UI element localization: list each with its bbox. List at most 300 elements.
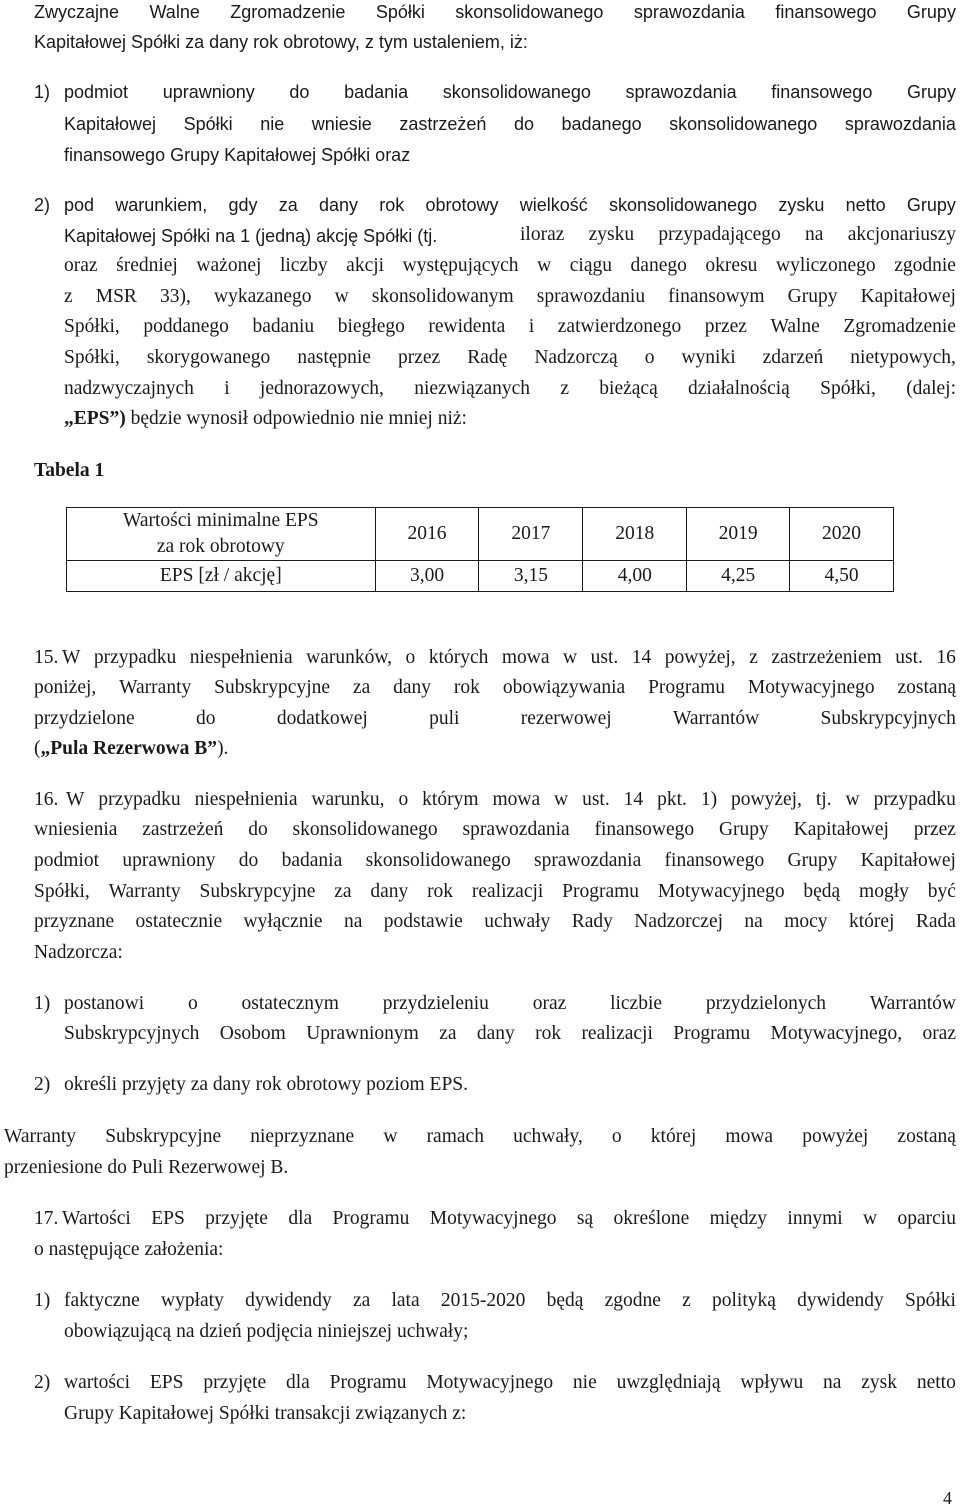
word: badaniu — [252, 316, 315, 337]
word: Subskrypcyjne — [214, 677, 331, 698]
p17-item1-line-1 — [64, 1289, 956, 1313]
word: w — [554, 789, 569, 810]
word: sprawozdania — [534, 850, 642, 871]
word: nadzwyczajnych — [64, 378, 194, 399]
word: za — [352, 1290, 371, 1311]
word: Grupy — [787, 286, 838, 307]
word: za — [278, 195, 298, 215]
word: Spółki, — [64, 347, 120, 368]
table-caption: Tabela 1 — [34, 460, 105, 481]
word: mowa — [501, 647, 550, 668]
word: rezerwowej — [520, 708, 612, 729]
word: niespełnienia — [194, 789, 298, 810]
p15-line-3 — [34, 707, 956, 731]
word: Grupy — [906, 195, 956, 215]
word: w — [845, 789, 860, 810]
p17-item1-number: 1) — [34, 1290, 51, 1311]
word: wyłącznie — [243, 911, 323, 932]
word: Subskrypcyjnych — [820, 708, 956, 729]
intro-line-2: Kapitałowej Spółki za dany rok obrotowy, z tym ustaleniem, iż: — [34, 32, 528, 52]
word: o — [405, 647, 416, 668]
word: Motywacyjnego — [657, 881, 785, 902]
year-cell: 2017 — [479, 508, 583, 561]
word: i — [528, 316, 535, 337]
p16-number: 16. — [34, 789, 59, 810]
word: za — [352, 677, 371, 698]
word: EPS — [151, 1208, 185, 1229]
word: z — [64, 286, 73, 307]
word: ust. — [582, 789, 610, 810]
word: przez — [704, 316, 747, 337]
word: w — [334, 286, 349, 307]
word: zastrzeżeniem — [771, 647, 882, 668]
word: Grupy — [718, 819, 769, 840]
word: podmiot — [34, 850, 100, 871]
word: Osobom — [219, 1023, 286, 1044]
cond1-line-2 — [64, 112, 956, 136]
word: przypadku — [873, 789, 956, 810]
word: których — [428, 647, 489, 668]
word: ust. — [590, 647, 619, 668]
eps-value-cell: 4,00 — [583, 561, 687, 592]
word: uprawniony — [162, 82, 255, 102]
word: Programu — [562, 881, 640, 902]
p17-item2-line-1 — [64, 1371, 956, 1395]
word: faktyczne — [64, 1290, 140, 1311]
cond1-number: 1) — [34, 82, 51, 102]
word: Motywacyjnego, — [770, 1023, 903, 1044]
word: dany — [393, 677, 432, 698]
word: Grupy — [906, 2, 956, 22]
eps-definition: „EPS”) — [64, 408, 126, 429]
word: do — [289, 82, 310, 102]
eps-value-cell: 4,50 — [790, 561, 894, 592]
word: poddanego — [143, 316, 229, 337]
word: podmiot — [64, 82, 129, 102]
word: 14 — [631, 647, 652, 668]
word: występujących — [402, 255, 519, 276]
word: skonsolidowanego — [442, 82, 591, 102]
p16-item1-line-2 — [64, 1022, 956, 1046]
word: określone — [613, 1208, 690, 1229]
p17-item2-number: 2) — [34, 1372, 51, 1393]
word: warunku, — [311, 789, 385, 810]
word: dany — [319, 195, 359, 215]
word: i — [224, 378, 230, 399]
word: przypadającego — [658, 224, 781, 245]
word: wielkość — [519, 195, 588, 215]
word: 1) — [700, 789, 718, 810]
word: wpływu — [740, 1372, 804, 1393]
word: innymi — [787, 1208, 843, 1229]
word: przypadku — [93, 647, 177, 668]
word: iloraz — [520, 224, 565, 245]
word: 14 — [623, 789, 644, 810]
word: wniesie — [311, 114, 372, 134]
word: 33), — [160, 286, 191, 307]
word: Uprawnionym — [306, 1023, 419, 1044]
word: tj. — [815, 789, 832, 810]
word: następnie — [297, 347, 371, 368]
p17-line-2: o następujące założenia: — [34, 1239, 224, 1260]
year-cell: 2020 — [790, 508, 894, 561]
word: dla — [288, 1208, 313, 1229]
row-label: EPS [zł / akcję] — [67, 561, 376, 592]
word: Motywacyjnego — [426, 1372, 554, 1393]
word: powyżej, — [731, 789, 802, 810]
word: nieprzyznane — [250, 1126, 355, 1147]
word: wykazanego — [214, 286, 312, 307]
word: zysku — [778, 195, 825, 215]
word: Walne — [770, 316, 820, 337]
word: dodatkowej — [276, 708, 368, 729]
word: do — [196, 708, 216, 729]
table-header-label: Wartości minimalne EPS za rok obrotowy — [67, 508, 376, 561]
word: nie — [260, 114, 285, 134]
word: liczbie — [610, 993, 663, 1014]
year-cell: 2018 — [583, 508, 687, 561]
word: skonsolidowanym — [371, 286, 514, 307]
word: powyżej, — [664, 647, 736, 668]
word: zatwierdzonego — [557, 316, 682, 337]
word: przypadku — [98, 789, 181, 810]
word: Zwyczajne — [34, 2, 120, 22]
word: mowa — [725, 1126, 774, 1147]
word: uwzględniają — [616, 1372, 721, 1393]
word: 2015-2020 — [440, 1290, 526, 1311]
word: między — [709, 1208, 768, 1229]
word: powyżej — [802, 1126, 869, 1147]
word: ostatecznie — [135, 911, 223, 932]
intro-line-1 — [34, 0, 956, 24]
word: na — [343, 911, 363, 932]
word: Subskrypcyjne — [105, 1126, 222, 1147]
word: akcji — [346, 255, 385, 276]
word: przydzielone — [34, 708, 135, 729]
word: mowa — [492, 789, 541, 810]
word: będą — [803, 881, 841, 902]
word: zdarzeń — [762, 347, 824, 368]
word: dla — [285, 1372, 310, 1393]
p16-line-3 — [34, 849, 956, 873]
word: Warrantów — [673, 708, 760, 729]
word: uchwały, — [513, 1126, 583, 1147]
word: gdy — [228, 195, 258, 215]
word: do — [513, 114, 534, 134]
cond2-number: 2) — [34, 195, 51, 215]
word: przydzieleniu — [382, 993, 489, 1014]
word: Programu — [329, 1372, 407, 1393]
eps-value-cell: 3,00 — [375, 561, 479, 592]
word: Warrantów — [869, 993, 956, 1014]
word: Zgromadzenie — [843, 316, 956, 337]
word: Wartości — [62, 1208, 131, 1229]
word: okresu — [705, 255, 758, 276]
word: z — [682, 1290, 691, 1311]
word: obrotowy — [425, 195, 499, 215]
word: netto — [845, 195, 886, 215]
word: Kapitałowej — [860, 850, 956, 871]
word: Spółki, — [820, 378, 876, 399]
word: pod — [64, 195, 95, 215]
p16-item1-line-1 — [64, 992, 956, 1016]
pula-rezerwowa-b: „Pula Rezerwowa B” — [40, 738, 218, 759]
cond2-line-6 — [64, 346, 956, 370]
word: warunkiem, — [115, 195, 208, 215]
word: którym — [422, 789, 479, 810]
word: zysk — [861, 1372, 898, 1393]
word: rok — [379, 195, 405, 215]
word: puli — [429, 708, 460, 729]
eps-table — [66, 507, 894, 592]
word: Nadzorczej — [634, 911, 724, 932]
word: 16 — [936, 647, 956, 668]
p15-line-4: („Pula Rezerwowa B”). — [34, 738, 229, 759]
word: sprawozdania — [462, 819, 570, 840]
word: danego — [630, 255, 687, 276]
word: Kapitałowej — [793, 819, 889, 840]
p17-line-1 — [62, 1207, 956, 1231]
eps-value-cell: 4,25 — [687, 561, 790, 592]
word: przydzielonych — [705, 993, 827, 1014]
word: Warranty — [119, 677, 192, 698]
word: Rady — [571, 911, 613, 932]
word: rok — [535, 1023, 562, 1044]
word: są — [576, 1208, 594, 1229]
p16-line-2 — [34, 818, 956, 842]
cond2-line-1 — [64, 193, 956, 217]
word: skonsolidowanego — [292, 819, 438, 840]
word: Radę — [467, 347, 508, 368]
word: w — [537, 255, 552, 276]
word: ust. — [895, 647, 923, 668]
word: Spółki — [375, 2, 425, 22]
word: oraz — [922, 1023, 956, 1044]
table-row — [67, 561, 894, 592]
word: finansowym — [668, 286, 765, 307]
word: sprawozdaniu — [536, 286, 646, 307]
word: zgodne — [604, 1290, 661, 1311]
word: działalnością — [688, 378, 790, 399]
word: w — [563, 647, 578, 668]
page-number: 4 — [943, 1488, 952, 1508]
word: z — [560, 378, 569, 399]
word: skonsolidowanego — [669, 114, 818, 134]
word: niezwiązanych — [414, 378, 531, 399]
year-cell: 2019 — [687, 508, 790, 561]
word: za — [439, 1023, 457, 1044]
p16-item2-line-1: określi przyjęty za dany rok obrotowy poziom EPS. — [64, 1074, 469, 1095]
word: zastrzeżeń — [399, 114, 487, 134]
word: netto — [916, 1372, 956, 1393]
word: Warranty — [108, 881, 181, 902]
word: finansowego — [775, 2, 877, 22]
word: o — [611, 1126, 622, 1147]
cond2-line-2a: Kapitałowej Spółki na 1 (jedną) akcję Spółki (tj. — [64, 226, 438, 246]
word: Motywacyjnego — [429, 1208, 557, 1229]
word: realizacji — [471, 881, 544, 902]
word: akcjonariuszy — [847, 224, 956, 245]
word: uchwały — [484, 911, 551, 932]
word: dany — [476, 1023, 515, 1044]
cond2-line-3 — [64, 254, 956, 278]
word: finansowego — [664, 850, 765, 871]
word: ważonej — [196, 255, 262, 276]
word: mogły — [859, 881, 909, 902]
word: bieżącą — [599, 378, 658, 399]
word: oraz — [64, 255, 98, 276]
p16-line-4 — [34, 880, 956, 904]
word: Nadzorczą — [534, 347, 618, 368]
word: dany — [370, 881, 409, 902]
p16-tail-line-2: przeniesione do Puli Rezerwowej B. — [4, 1157, 289, 1178]
word: poniżej, — [34, 677, 97, 698]
p16-item2-number: 2) — [34, 1074, 51, 1095]
p16-tail-line-1 — [4, 1125, 956, 1149]
word: sprawozdania — [844, 114, 956, 134]
word: przyznane — [34, 911, 115, 932]
word: dywidendy — [245, 1290, 332, 1311]
word: o — [187, 993, 198, 1014]
word: zastrzeżeń — [142, 819, 224, 840]
word: o — [398, 789, 409, 810]
word: z — [749, 647, 758, 668]
word: oparciu — [897, 1208, 956, 1229]
word: zysku — [588, 224, 635, 245]
eps-value-cell: 3,15 — [479, 561, 583, 592]
table-header-row — [67, 508, 894, 561]
word: Kapitałowej — [860, 286, 956, 307]
word: MSR — [95, 286, 137, 307]
word: uprawniony — [122, 850, 216, 871]
word: sprawozdania — [625, 82, 737, 102]
word: ostatecznym — [241, 993, 339, 1014]
word: Programu — [673, 1023, 751, 1044]
p15-number: 15. — [34, 647, 59, 668]
word: zgodnie — [894, 255, 956, 276]
cond2-line-4 — [64, 285, 956, 309]
word: W — [62, 647, 81, 668]
word: skonsolidowanego — [365, 850, 511, 871]
word: niespełnienia — [189, 647, 293, 668]
word: oraz — [532, 993, 567, 1014]
cond2-line-7 — [64, 377, 956, 401]
year-cell: 2016 — [375, 508, 479, 561]
p17-item1-line-2: obowiązującą na dzień podjęcia niniejszej uchwały; — [64, 1321, 469, 1342]
word: wyliczonego — [775, 255, 876, 276]
p16-line-1 — [66, 788, 956, 812]
cond2-line-5 — [64, 315, 956, 339]
word: postanowi — [64, 993, 145, 1014]
word: Programu — [332, 1208, 410, 1229]
word: Walne — [149, 2, 200, 22]
cond2-line-8 — [64, 407, 467, 431]
word: na — [823, 1372, 842, 1393]
cond2-line-8-rest: będzie wynosił odpowiednio nie mniej niż: — [125, 408, 467, 429]
word: której — [848, 911, 895, 932]
word: wypłaty — [161, 1290, 224, 1311]
word: biegłego — [337, 316, 405, 337]
word: skonsolidowanego — [609, 195, 758, 215]
word: skorygowanego — [146, 347, 271, 368]
word: przez — [913, 819, 956, 840]
word: jednorazowych, — [259, 378, 384, 399]
word: Kapitałowej — [64, 114, 157, 134]
word: zostaną — [897, 677, 956, 698]
word: Zgromadzenie — [230, 2, 346, 22]
p17-number: 17. — [34, 1208, 59, 1229]
p16-line-6: Nadzorcza: — [34, 942, 123, 963]
word: w — [383, 1126, 398, 1147]
word: ciągu — [569, 255, 612, 276]
word: W — [66, 789, 85, 810]
word: obowiązywania — [502, 677, 626, 698]
cond1-line-1 — [64, 80, 956, 104]
word: wyniki — [681, 347, 736, 368]
word: nietypowych, — [850, 347, 956, 368]
word: finansowego — [771, 82, 873, 102]
cond1-line-3: finansowego Grupy Kapitałowej Spółki oraz — [64, 145, 411, 165]
word: o — [644, 347, 655, 368]
word: Spółki, — [34, 881, 90, 902]
word: EPS — [149, 1372, 184, 1393]
word: badania — [281, 850, 343, 871]
word: Grupy — [906, 82, 956, 102]
word: podstawie — [383, 911, 463, 932]
word: Grupy — [787, 850, 838, 871]
word: badania — [344, 82, 409, 102]
word: być — [927, 881, 956, 902]
word: będą — [546, 1290, 584, 1311]
word: pkt. — [657, 789, 687, 810]
word: (dalej: — [906, 378, 956, 399]
word: na — [805, 224, 824, 245]
word: warunków, — [306, 647, 393, 668]
word: przyjęte — [205, 1208, 268, 1229]
word: mocy — [784, 911, 828, 932]
word: której — [650, 1126, 697, 1147]
p17-item2-line-2: Grupy Kapitałowej Spółki transakcji związanych z: — [64, 1403, 467, 1424]
word: średniej — [116, 255, 178, 276]
word: rok — [427, 881, 454, 902]
word: rok — [453, 677, 480, 698]
word: Spółki — [905, 1290, 956, 1311]
word: Spółki, — [64, 316, 120, 337]
word: nie — [572, 1372, 597, 1393]
word: sprawozdania — [633, 2, 745, 22]
word: Warranty — [4, 1126, 77, 1147]
p16-item1-number: 1) — [34, 993, 51, 1014]
word: na — [744, 911, 763, 932]
word: rewidenta — [428, 316, 506, 337]
word: liczby — [279, 255, 328, 276]
word: Rada — [915, 911, 956, 932]
word: Motywacyjnego — [747, 677, 875, 698]
word: Subskrypcyjnych — [64, 1023, 200, 1044]
word: polityką — [712, 1290, 776, 1311]
word: w — [863, 1208, 878, 1229]
word: dywidendy — [797, 1290, 884, 1311]
word: zostaną — [897, 1126, 956, 1147]
word: badanego — [561, 114, 642, 134]
p16-line-5 — [34, 910, 956, 934]
word: skonsolidowanego — [455, 2, 604, 22]
word: przyjęte — [203, 1372, 267, 1393]
word: Subskrypcyjne — [199, 881, 316, 902]
word: wniesienia — [34, 819, 118, 840]
p15-line-1 — [62, 646, 956, 670]
word: za — [334, 881, 352, 902]
